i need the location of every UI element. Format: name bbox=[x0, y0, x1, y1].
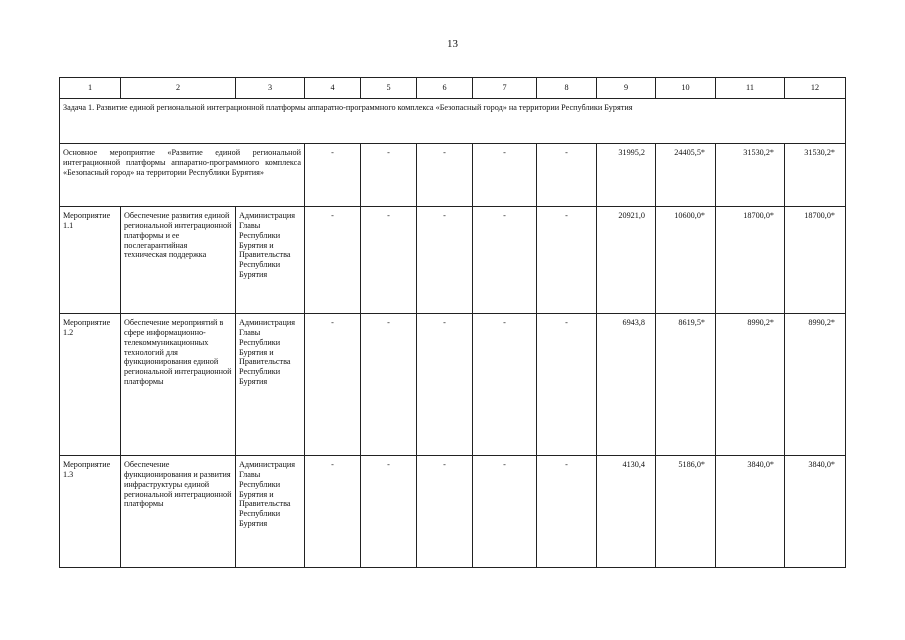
value-cell: 31995,2 bbox=[597, 144, 656, 207]
value-cell: - bbox=[417, 207, 473, 314]
task-row bbox=[60, 99, 846, 144]
value-cell: 18700,0* bbox=[716, 207, 785, 314]
page-number: 13 bbox=[447, 38, 458, 50]
value-cell: - bbox=[305, 456, 361, 568]
header-cell: 3 bbox=[236, 78, 305, 99]
value-cell: - bbox=[537, 207, 597, 314]
value-cell: 6943,8 bbox=[597, 314, 656, 456]
event-name: Обеспечение развития единой региональной интеграционной платформы и ее послегарантийная техническая поддержка bbox=[121, 207, 236, 314]
value-cell: - bbox=[537, 456, 597, 568]
value-cell: - bbox=[417, 456, 473, 568]
value-cell: - bbox=[417, 144, 473, 207]
header-cell: 10 bbox=[656, 78, 716, 99]
value-cell: - bbox=[305, 144, 361, 207]
header-cell: 6 bbox=[417, 78, 473, 99]
event-code: Мероприятие 1.2 bbox=[60, 314, 121, 456]
event-executor: Администрация Главы Республики Бурятия и Правительства Республики Бурятия bbox=[236, 314, 305, 456]
value-cell: 5186,0* bbox=[656, 456, 716, 568]
value-cell: - bbox=[305, 207, 361, 314]
event-executor: Администрация Главы Республики Бурятия и Правительства Республики Бурятия bbox=[236, 207, 305, 314]
header-row bbox=[60, 78, 846, 99]
value-cell: - bbox=[473, 314, 537, 456]
value-cell: 31530,2* bbox=[785, 144, 846, 207]
value-cell: 18700,0* bbox=[785, 207, 846, 314]
value-cell: 24405,5* bbox=[656, 144, 716, 207]
value-cell: 3840,0* bbox=[716, 456, 785, 568]
value-cell: 4130,4 bbox=[597, 456, 656, 568]
value-cell: - bbox=[473, 456, 537, 568]
value-cell: 20921,0 bbox=[597, 207, 656, 314]
event-row bbox=[60, 207, 846, 314]
basic-event-row bbox=[60, 144, 846, 207]
value-cell: - bbox=[473, 207, 537, 314]
event-name: Обеспечение мероприятий в сфере информационно-телекоммуникационных технологий для функционирования единой региональной интеграционной платформы bbox=[121, 314, 236, 456]
event-name: Обеспечение функционирования и развития инфраструктуры единой региональной интеграционной платформы bbox=[121, 456, 236, 568]
value-cell: 3840,0* bbox=[785, 456, 846, 568]
value-cell: - bbox=[537, 144, 597, 207]
value-cell: - bbox=[361, 456, 417, 568]
header-cell: 4 bbox=[305, 78, 361, 99]
header-cell: 9 bbox=[597, 78, 656, 99]
value-cell: - bbox=[361, 207, 417, 314]
value-cell: 8990,2* bbox=[785, 314, 846, 456]
header-cell: 8 bbox=[537, 78, 597, 99]
header-cell: 11 bbox=[716, 78, 785, 99]
value-cell: 10600,0* bbox=[656, 207, 716, 314]
value-cell: - bbox=[305, 314, 361, 456]
value-cell: 31530,2* bbox=[716, 144, 785, 207]
program-table bbox=[59, 77, 846, 568]
value-cell: - bbox=[537, 314, 597, 456]
header-cell: 5 bbox=[361, 78, 417, 99]
task-title: Задача 1. Развитие единой региональной интеграционной платформы аппаратно-программного комплекса «Безопасный город» на территории Республики Бурятия bbox=[60, 99, 846, 144]
event-executor: Администрация Главы Республики Бурятия и Правительства Республики Бурятия bbox=[236, 456, 305, 568]
value-cell: - bbox=[417, 314, 473, 456]
header-cell: 1 bbox=[60, 78, 121, 99]
header-cell: 2 bbox=[121, 78, 236, 99]
header-cell: 7 bbox=[473, 78, 537, 99]
event-code: Мероприятие 1.3 bbox=[60, 456, 121, 568]
value-cell: - bbox=[361, 314, 417, 456]
value-cell: - bbox=[361, 144, 417, 207]
value-cell: - bbox=[473, 144, 537, 207]
header-cell: 12 bbox=[785, 78, 846, 99]
event-code: Мероприятие 1.1 bbox=[60, 207, 121, 314]
event-row bbox=[60, 314, 846, 456]
event-row bbox=[60, 456, 846, 568]
value-cell: 8619,5* bbox=[656, 314, 716, 456]
value-cell: 8990,2* bbox=[716, 314, 785, 456]
basic-event-name: Основное мероприятие «Развитие единой региональной интеграционной платформы аппаратно-программного комплекса «Безопасный город» на территории Республики Бурятия» bbox=[60, 144, 305, 207]
